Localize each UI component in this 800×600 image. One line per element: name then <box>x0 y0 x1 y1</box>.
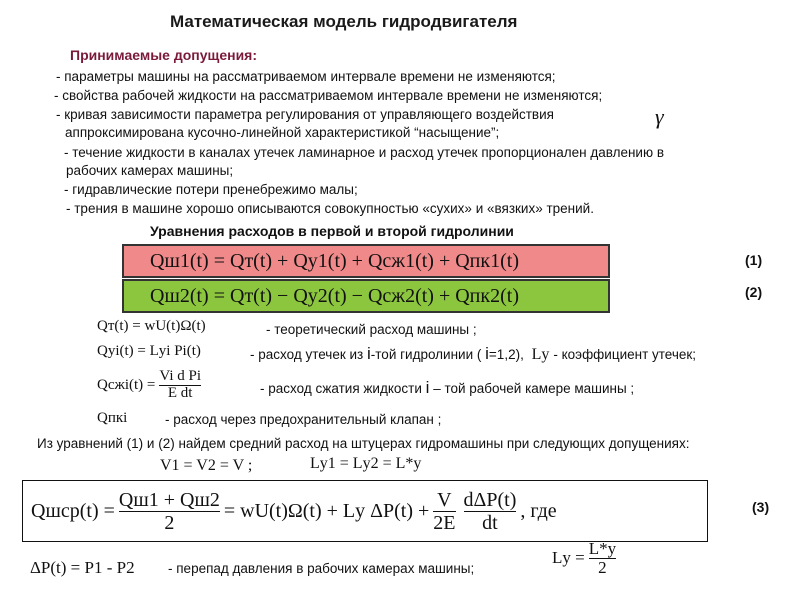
page-title: Математическая модель гидродвигателя <box>170 12 518 31</box>
eq3-f3-den: dt <box>482 511 498 534</box>
assumption-item: - трения в машине хорошо описываются совокупностью «сухих» и «вязких» трений. <box>66 201 594 216</box>
qcomp-text-1: - расход сжатия жидкости <box>260 381 422 396</box>
qy-i: i <box>367 344 371 363</box>
assumption-item: рабочих камерах машины; <box>66 163 234 178</box>
qpk-description: - расход через предохранительный клапан ; <box>165 412 442 427</box>
delta-p-description: - перепад давления в рабочих камерах машины; <box>168 561 475 576</box>
eq3-f3-num: dΔP(t) <box>463 488 517 511</box>
condition-l: Lу1 = Lу2 = L*у <box>310 455 422 472</box>
delta-p-formula: ΔP(t) = P1 - P2 <box>30 558 135 577</box>
qcomp-fraction <box>159 369 201 402</box>
assumption-item: - параметры машины на рассматриваемом интервале времени не изменяются; <box>56 69 556 84</box>
equation-3-box <box>22 480 708 542</box>
equation-3 <box>31 489 557 534</box>
eq3-f2-den: 2E <box>433 511 456 534</box>
ly-symbol: Lу <box>531 346 550 363</box>
assumptions-heading: Принимаемые допущения: <box>70 47 258 63</box>
qy-text-2: -той гидролинии ( <box>370 347 482 362</box>
assumption-item: аппроксимирована кусочно-линейной характеристикой “насыщение”; <box>65 125 500 140</box>
assumption-item: - свойства рабочей жидкости на рассматриваемом интервале времени не изменяются; <box>54 88 603 103</box>
assumption-item: - гидравлические потери пренебрежимо малы; <box>64 182 358 197</box>
equation-2-box <box>122 279 610 313</box>
condition-v: V1 = V2 = V ; <box>160 457 253 474</box>
equation-2: Qш2(t) = Qт(t) − Qу2(t) − Qсж2(t) + Qпк2(t) <box>150 284 519 307</box>
eq3-f1-den: 2 <box>164 511 175 534</box>
ly-def-den: 2 <box>598 557 607 577</box>
assumption-item: - кривая зависимости параметра регулирования от управляющего воздействия <box>56 107 554 122</box>
ly-definition <box>552 540 616 577</box>
ly-def-lhs: Lу = <box>552 548 585 568</box>
qcomp-formula <box>97 369 201 402</box>
ly-def-fraction <box>589 540 616 577</box>
equation-1-box <box>122 244 610 278</box>
qcomp-i: i <box>425 378 430 397</box>
eq3-tail: , где <box>520 499 557 522</box>
qy-formula: Qуi(t) = Lуi Pi(t) <box>97 343 201 359</box>
qy-text-3: =1,2), <box>488 347 524 362</box>
qpk-formula: Qпкi <box>97 410 128 426</box>
qcomp-denominator: E dt <box>167 384 193 401</box>
qy-text-4: - коэффициент утечек; <box>553 347 697 362</box>
qcomp-description <box>260 378 634 398</box>
eq3-f1-num: Qш1 + Qш2 <box>118 488 220 511</box>
equation-3-number: (3) <box>752 499 770 515</box>
gamma-symbol: γ <box>655 104 664 129</box>
equation-2-number: (2) <box>745 284 763 300</box>
equation-1-number: (1) <box>745 252 763 268</box>
qcomp-text-2: – той рабочей камере машины ; <box>433 381 635 396</box>
eq3-mid: = wU(t)Ω(t) + Lу ΔP(t) + <box>223 499 430 522</box>
qt-description: - теоретический расход машины ; <box>266 322 477 337</box>
qcomp-lhs: Qсжi(t) = <box>97 376 156 393</box>
eq3-lhs: Qшср(t) = <box>31 499 115 522</box>
eq3-fraction-2 <box>433 489 455 534</box>
equation-1: Qш1(t) = Qт(t) + Qу1(t) + Qсж1(t) + Qпк1(t) <box>150 249 519 272</box>
conclusion-text: Из уравнений (1) и (2) найдем средний расход на штуцерах гидромашины при следующих допущениях: <box>37 436 690 451</box>
qt-formula: Qт(t) = wU(t)Ω(t) <box>97 318 206 334</box>
ly-def-num: L*у <box>588 539 617 558</box>
qcomp-numerator: Vi d Pi <box>159 368 201 384</box>
qy-description <box>250 344 696 364</box>
eq3-f2-num: V <box>437 488 452 511</box>
eq3-fraction-1 <box>119 489 220 534</box>
eq3-fraction-3 <box>464 489 517 534</box>
qy-i2: i <box>485 344 489 363</box>
flow-heading: Уравнения расходов в первой и второй гидролинии <box>150 223 514 239</box>
assumption-item: - течение жидкости в каналах утечек ламинарное и расход утечек пропорционален давлению в <box>64 145 664 160</box>
qy-text-1: - расход утечек из <box>250 347 364 362</box>
